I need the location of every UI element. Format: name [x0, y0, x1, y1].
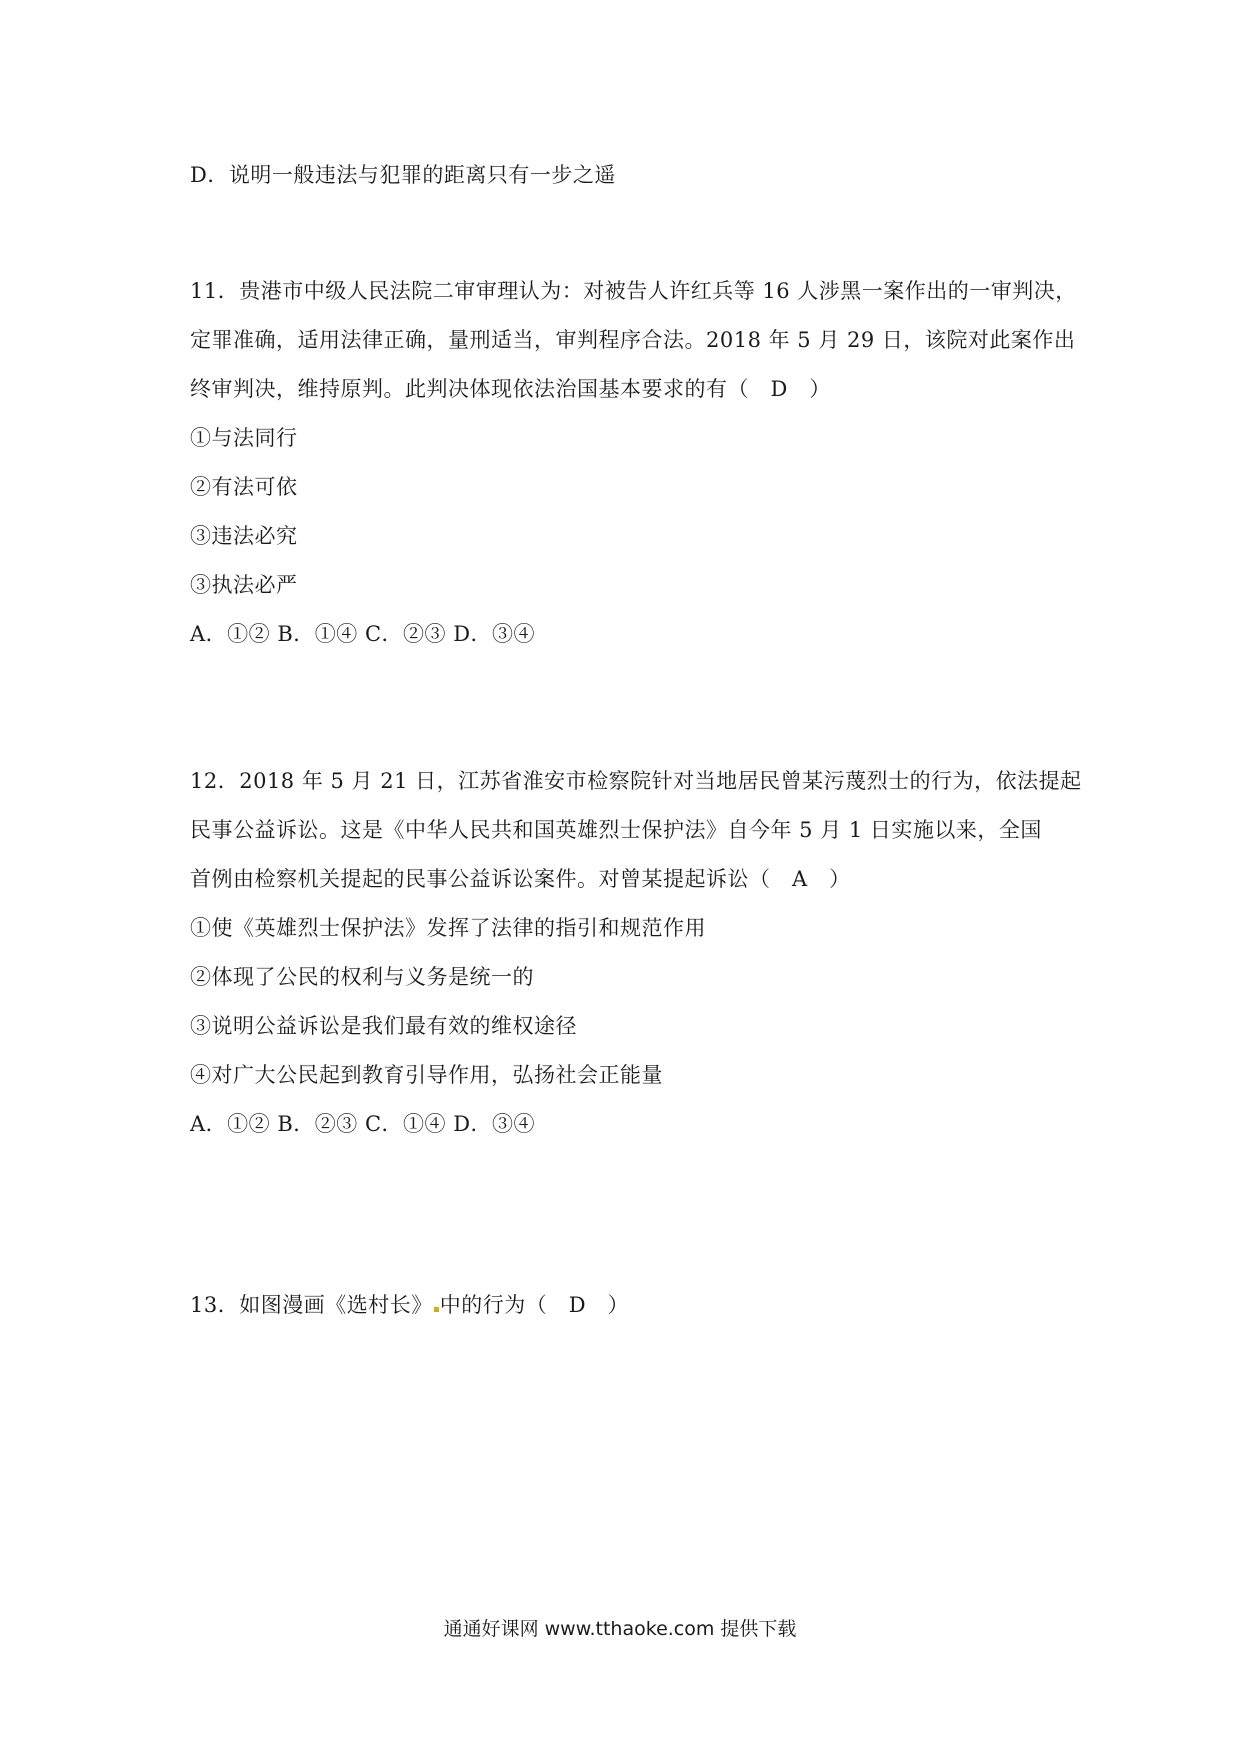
question-12-item-2: ②体现了公民的权利与义务是统一的 — [190, 965, 534, 989]
anchor-marker — [434, 1307, 439, 1312]
question-11-item-2: ②有法可依 — [190, 475, 298, 499]
question-12-item-1: ①使《英雄烈士保护法》发挥了法律的指引和规范作用 — [190, 916, 706, 940]
question-11-stem-line-1: 11．贵港市中级人民法院二审审理认为：对被告人许红兵等 16 人涉黑一案作出的一审判决， — [190, 279, 1077, 303]
question-11-item-1: ①与法同行 — [190, 426, 298, 450]
question-10-option-d: D．说明一般违法与犯罪的距离只有一步之遥 — [190, 163, 616, 187]
question-13-stem — [190, 1291, 629, 1319]
question-12-item-4: ④对广大公民起到教育引导作用，弘扬社会正能量 — [190, 1063, 663, 1087]
question-12-stem-line-2: 民事公益诉讼。这是《中华人民共和国英雄烈士保护法》自今年 5 月 1 日实施以来，全国 — [190, 818, 1042, 842]
question-12-item-3: ③说明公益诉讼是我们最有效的维权途径 — [190, 1014, 577, 1038]
question-12-stem-line-3: 首例由检察机关提起的民事公益诉讼案件。对曾某提起诉讼（ A ） — [190, 867, 851, 891]
question-11-choices: A．①② B．①④ C．②③ D．③④ — [190, 622, 536, 646]
question-13-stem-part-2: 中的行为（ D ） — [439, 1293, 630, 1317]
question-11-item-3: ③违法必究 — [190, 524, 298, 548]
question-11-item-4: ③执法必严 — [190, 573, 298, 597]
question-11-stem-line-3: 终审判决，维持原判。此判决体现依法治国基本要求的有（ D ） — [190, 377, 831, 401]
question-12-choices: A．①② B．②③ C．①④ D．③④ — [190, 1112, 536, 1136]
page-footer: 通通好课网 www.tthaoke.com 提供下载 — [443, 1618, 797, 1640]
question-12-stem-line-1: 12．2018 年 5 月 21 日，江苏省淮安市检察院针对当地居民曾某污蔑烈士的行为，依法提起 — [190, 769, 1082, 793]
question-11-stem-line-2: 定罪准确，适用法律正确，量刑适当，审判程序合法。2018 年 5 月 29 日，该院对此案作出 — [190, 328, 1076, 352]
question-13-stem-part-1: 13．如图漫画《选村长》 — [190, 1293, 433, 1317]
